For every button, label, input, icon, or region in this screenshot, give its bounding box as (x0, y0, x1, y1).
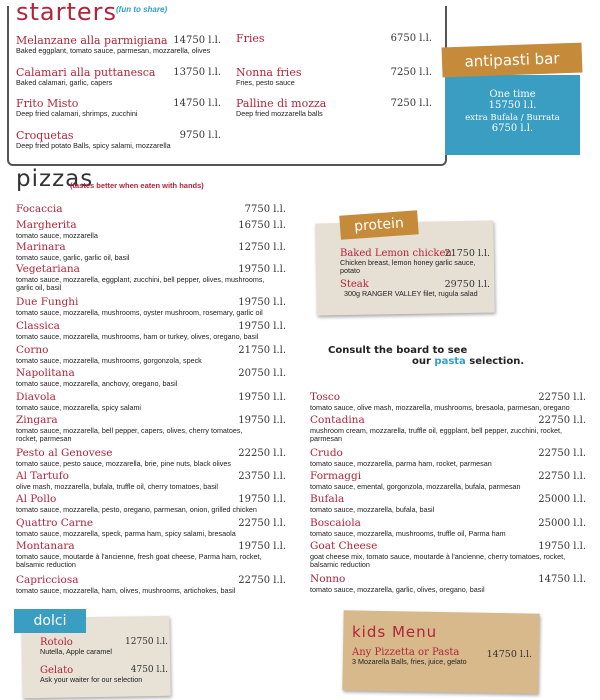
item-price: 29750 l.l. (444, 279, 490, 290)
pizza-item (16, 296, 286, 317)
item-name: Al Tartufo (16, 470, 69, 482)
item-price: 22750 l.l. (538, 448, 586, 459)
item-price: 19750 l.l. (238, 541, 286, 552)
pizza-item (310, 448, 586, 468)
item-name: Crudo (310, 447, 343, 459)
pizza-item (310, 574, 586, 594)
item-desc: tomato sauce, mozzarella, garlic, olives, oregano, basil (310, 584, 485, 594)
item-desc: tomato sauce, mozzarella, mushrooms, gorgonzola, speck (16, 355, 202, 365)
item-price: 19750 l.l. (238, 297, 286, 308)
item-name: Al Pollo (16, 493, 57, 505)
item-price: 4750 l.l. (130, 665, 168, 675)
item-desc: tomato sauce, mozzarella, pesto, oregano, parmesan, onion, grilled chicken (16, 504, 257, 514)
item-price: 22750 l.l. (238, 518, 286, 529)
antipasti-line1: One time (489, 89, 536, 100)
pizza-item (16, 263, 286, 292)
pizza-item (16, 517, 286, 538)
item-price: 25000 l.l. (538, 494, 586, 505)
item-desc: tomato sauce, mozzarella (16, 230, 98, 240)
starter-item (236, 67, 432, 87)
item-price: 19750 l.l. (238, 321, 286, 332)
item-desc: Nutella, Apple caramel (40, 647, 112, 656)
item-price: 7250 l.l. (390, 98, 432, 109)
item-price: 19750 l.l. (238, 264, 286, 275)
item-name: Baked Lemon chicken (340, 248, 452, 259)
item-desc: Deep fried calamari, shrimps, zucchini (16, 109, 138, 119)
item-desc: tomato sauce, garlic, garlic oil, basil (16, 252, 130, 262)
starters-tagline: (fun to share) (116, 5, 168, 14)
item-name: Pesto al Genovese (16, 447, 113, 459)
item-name: Napolitana (16, 367, 75, 379)
pizza-item (16, 241, 286, 262)
kids-title: kids Menu (352, 623, 438, 641)
item-name: Steak (340, 279, 369, 290)
item-price: 12750 l.l. (238, 242, 286, 253)
pizza-item (310, 415, 586, 443)
pizza-item (16, 320, 286, 341)
starters-title: starters (16, 0, 118, 26)
pizzas-tagline: (tastes better when eaten with hands) (70, 181, 204, 190)
item-name: Nonno (310, 573, 346, 585)
item-name: Contadina (310, 414, 365, 426)
item-desc: mushroom cream, mozzarella, truffle oil, eggplant, bell pepper, zucchini, rocket, parmesan (310, 425, 562, 443)
item-name: Marinara (16, 241, 66, 253)
pizza-item (310, 494, 586, 514)
pizza-item (16, 391, 286, 412)
item-name: Melanzane alla parmigiana (16, 34, 168, 47)
item-price: 19750 l.l. (238, 494, 286, 505)
item-name: Diavola (16, 391, 56, 403)
item-desc: tomato sauce, mozzarella, anchovy, oregano, basil (16, 378, 178, 388)
item-desc: tomato sauce, mozzarella, parma ham, rocket, parmesan (310, 458, 492, 468)
pizza-item (16, 219, 286, 240)
item-price: 22250 l.l. (238, 448, 286, 459)
item-name: Frito Misto (16, 97, 79, 110)
item-name: Rotolo (40, 637, 73, 648)
item-price: 7750 l.l. (244, 204, 286, 215)
item-price: 22750 l.l. (538, 471, 586, 482)
item-desc: tomato sauce, pesto sauce, mozzarella, brie, pine nuts, black olives (16, 458, 231, 468)
item-price: 25000 l.l. (538, 518, 586, 529)
item-desc: 3 Mozarella Balls, fries, juice, gelato (352, 657, 467, 666)
item-price: 22750 l.l. (538, 392, 586, 403)
item-name: Tosco (310, 391, 341, 403)
pasta-note (328, 345, 590, 367)
item-name: Margherita (16, 219, 77, 231)
starter-item (16, 130, 221, 150)
item-price: 13750 l.l. (173, 67, 221, 78)
item-name: Quattro Carne (16, 517, 94, 529)
pizza-item (310, 518, 586, 538)
dolci-item (40, 637, 168, 656)
pizzas-title: pizzas (16, 166, 94, 192)
item-name: Calamari alla puttanesca (16, 66, 156, 79)
item-desc: tomato sauce, mozzarella, eggplant, zucchini, bell pepper, olives, mushrooms, garlic oil, basil (16, 274, 265, 292)
pizza-item (16, 367, 286, 388)
item-desc: tomato sauce, mozzarella, mushrooms, oyster mushroom, rosemary, garlic oil (16, 307, 263, 317)
item-name: Goat Cheese (310, 540, 378, 552)
item-name: Palline di mozza (236, 97, 327, 110)
item-desc: tomato sauce, olive mash, mozzarella, mushrooms, bresaola, parmesan, oregano (310, 402, 570, 412)
antipasti-line3: extra Bufala / Burrata (465, 113, 560, 123)
pizza-item (16, 344, 286, 365)
pizza-item (16, 414, 286, 443)
item-price: 16750 l.l. (238, 220, 286, 231)
item-price: 23750 l.l. (238, 471, 286, 482)
starter-item (16, 67, 221, 87)
item-name: Corno (16, 344, 49, 356)
dolci-item (40, 665, 168, 684)
item-price: 21750 l.l. (238, 345, 286, 356)
item-price: 7250 l.l. (390, 67, 432, 78)
antipasti-line4: 6750 l.l. (491, 123, 534, 134)
kids-item (352, 647, 532, 666)
item-desc: tomato sauce, moutarde à l'ancienne, fresh goat cheese, Parma ham, rocket, balsamic reduction (16, 551, 262, 569)
item-desc: Ask your waiter for our selection (40, 675, 143, 684)
item-desc: tomato sauce, mozzarella, speck, parma ham, spicy salami, bresaola (16, 528, 236, 538)
item-desc: tomato sauce, mozzarella, spicy salami (16, 402, 142, 412)
pizza-item (16, 470, 286, 491)
pizza-item (310, 541, 586, 569)
item-desc: 300g RANGER VALLEY filet, rugula salad (344, 289, 478, 298)
pizza-item (16, 574, 286, 595)
starter-item (16, 98, 221, 118)
pizza-item (16, 203, 286, 216)
item-price: 9750 l.l. (179, 130, 221, 141)
item-name: Nonna fries (236, 66, 302, 79)
pasta-note-line1: Consult the board to see (328, 345, 468, 356)
pizza-item (310, 471, 586, 491)
dolci-title: dolci (14, 609, 86, 633)
item-desc: tomato sauce, emental, gorgonzola, mozzarella, bufala, parmesan (310, 481, 521, 491)
item-price: 22750 l.l. (538, 415, 586, 426)
item-desc: Deep fried mozzarella balls (236, 109, 323, 119)
item-price: 21750 l.l. (444, 248, 490, 259)
item-price: 14750 l.l. (486, 649, 532, 660)
pasta-note-prefix: our (412, 356, 431, 367)
pizza-item (16, 447, 286, 468)
item-name: Boscaiola (310, 517, 361, 529)
item-desc: tomato sauce, mozzarella, bufala, basil (310, 504, 435, 514)
item-name: Croquetas (16, 129, 74, 142)
antipasti-title: antipasti bar (442, 43, 583, 78)
pizza-item (16, 540, 286, 569)
item-desc: olive mash, mozzarella, bufala, truffle oil, cherry tomatoes, basil (16, 481, 219, 491)
item-price: 14750 l.l. (538, 574, 586, 585)
pasta-note-suffix: selection. (469, 356, 525, 367)
item-price: 20750 l.l. (238, 368, 286, 379)
item-price: 19750 l.l. (238, 392, 286, 403)
pasta-note-highlight: pasta (434, 356, 466, 367)
protein-title: protein (339, 210, 418, 239)
antipasti-line2: 15750 l.l. (488, 100, 537, 111)
item-name: Zingara (16, 414, 58, 426)
item-desc: Baked calamari, garlic, capers (16, 78, 113, 88)
item-desc: tomato sauce, mozzarella, ham, olives, mushrooms, artichokes, basil (16, 585, 236, 595)
item-price: 12750 l.l. (125, 637, 168, 647)
item-price: 6750 l.l. (390, 33, 432, 44)
item-desc: Fries, pesto sauce (236, 78, 295, 88)
item-name: Fries (236, 32, 265, 45)
starter-item (16, 35, 221, 55)
item-name: Capricciosa (16, 574, 79, 586)
item-name: Bufala (310, 493, 345, 505)
item-price: 19750 l.l. (238, 415, 286, 426)
item-desc: tomato sauce, mozzarella, mushrooms, truffle oil, Parma ham (310, 528, 506, 538)
item-desc: goat cheese mix, tomato sauce, moutarde à l'ancienne, cherry tomatoes, rocket, balsamic reduction (310, 551, 566, 569)
protein-item (340, 279, 490, 298)
item-price: 22750 l.l. (238, 575, 286, 586)
item-name: Classica (16, 320, 60, 332)
item-name: Gelato (40, 665, 74, 676)
item-price: 14750 l.l. (173, 98, 221, 109)
item-name: Focaccia (16, 203, 63, 215)
item-name: Vegetariana (16, 263, 80, 275)
item-desc: Deep fried potato Balls, spicy salami, mozzarella (16, 141, 171, 151)
item-price: 14750 l.l. (173, 35, 221, 46)
pizza-item (16, 493, 286, 514)
protein-item (340, 248, 490, 276)
item-desc: Baked eggplant, tomato sauce, parmesan, mozzarella, olives (16, 46, 211, 56)
item-name: Any Pizzetta or Pasta (352, 647, 460, 658)
item-price: 19750 l.l. (538, 541, 586, 552)
item-name: Montanara (16, 540, 75, 552)
starter-item (236, 98, 432, 118)
item-name: Formaggi (310, 470, 362, 482)
starter-item (236, 33, 432, 45)
item-desc: Chicken breast, lemon honey garlic sauce, potato (340, 258, 476, 276)
item-desc: tomato sauce, mozzarella, bell pepper, capers, olives, cherry tomatoes, rocket, parmesan (16, 425, 243, 443)
item-name: Due Funghi (16, 296, 79, 308)
item-desc: tomato sauce, mozzarella, mushrooms, ham or turkey, olives, oregano, basil (16, 331, 259, 341)
pizza-item (310, 392, 586, 412)
antipasti-box (445, 75, 580, 155)
